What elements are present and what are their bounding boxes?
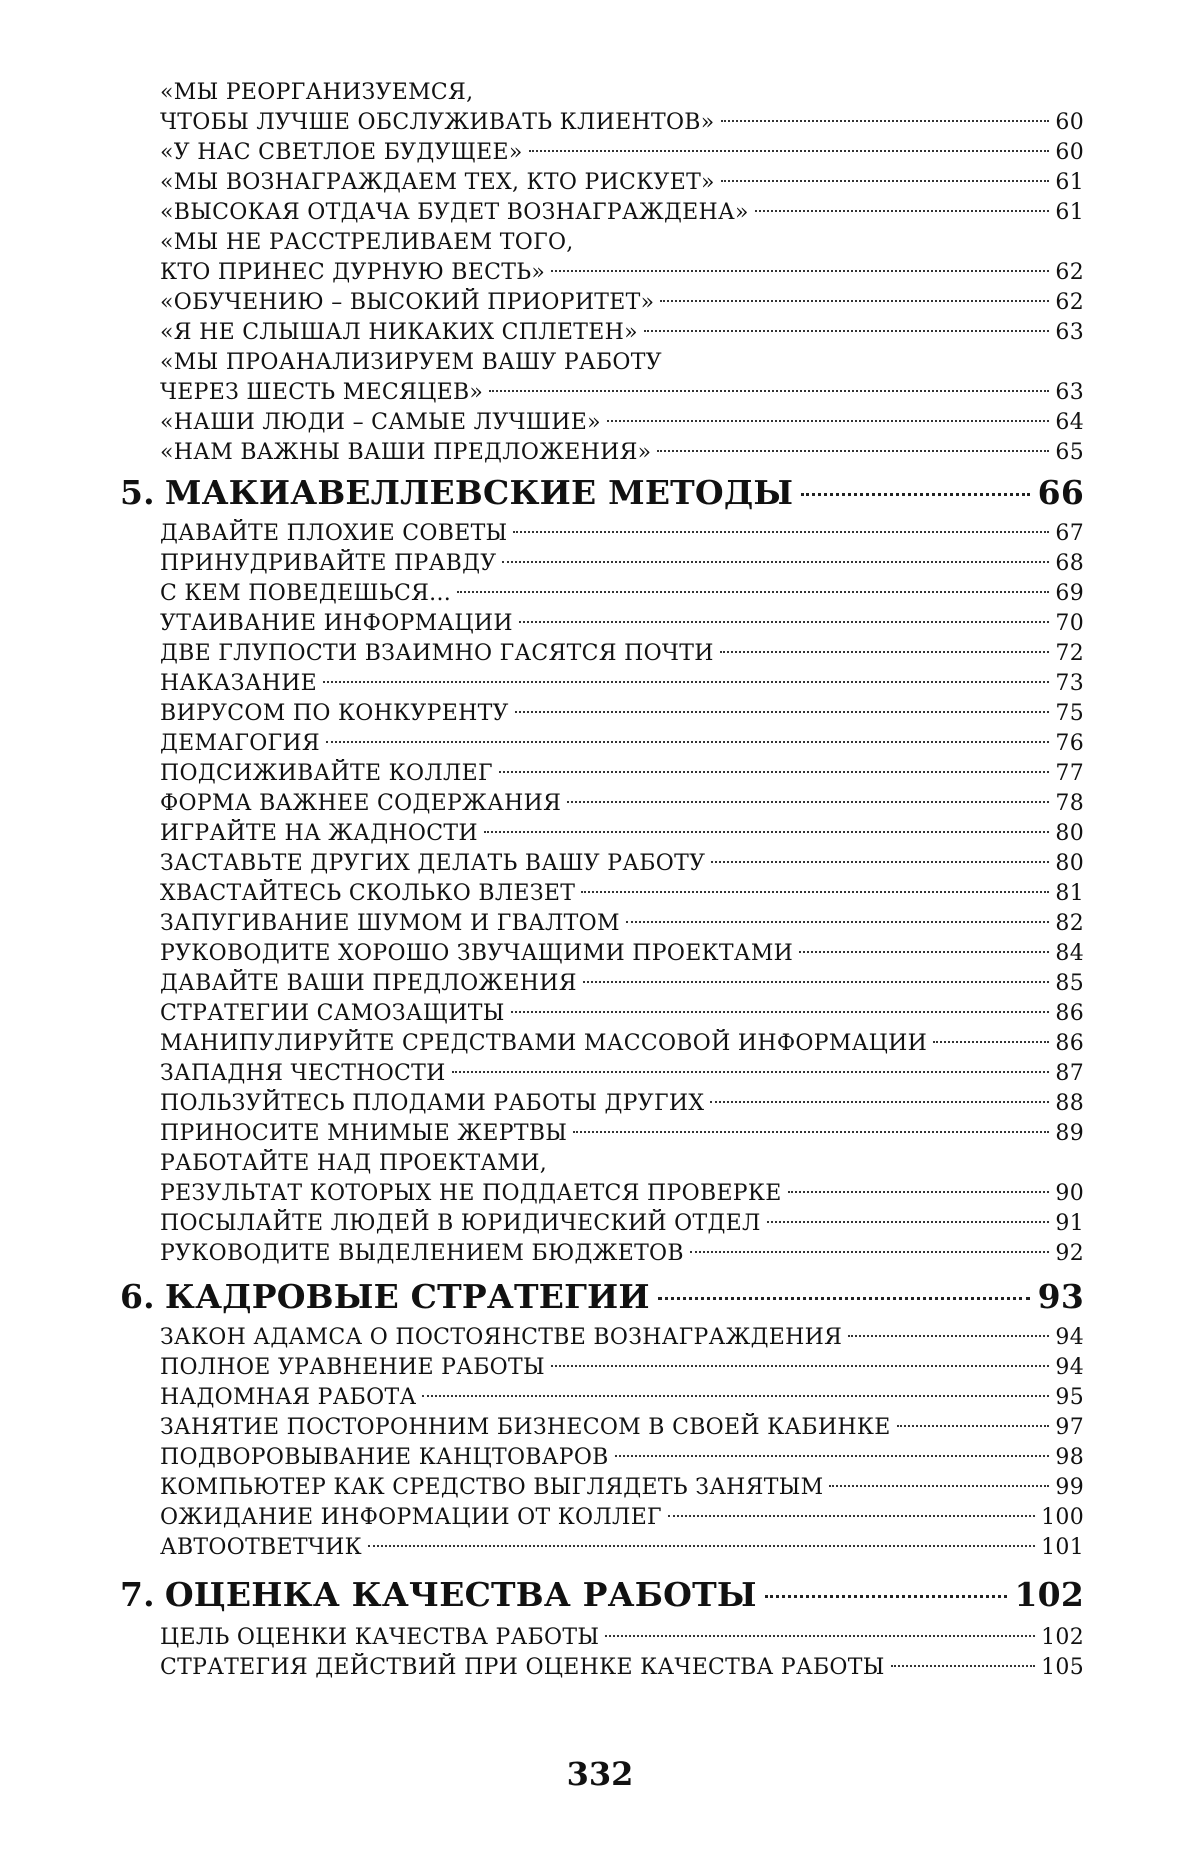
toc-entry-page-number: 77 — [1055, 761, 1084, 786]
toc-entry-page-number: 75 — [1055, 701, 1084, 726]
toc-entry-page-number: 80 — [1055, 851, 1084, 876]
toc-entry-title: ЗАПАДНЯ ЧЕСТНОСТИ — [160, 1061, 446, 1086]
chapter-number: 6. — [120, 1277, 155, 1316]
toc-entry — [160, 1503, 1084, 1533]
toc-entry-title: ПРИНУДРИВАЙТЕ ПРАВДУ — [160, 551, 497, 576]
toc-entry-page-number: 60 — [1055, 140, 1084, 165]
toc-entry — [160, 348, 1084, 378]
dot-leader — [897, 1425, 1050, 1427]
chapter-page-number: 66 — [1037, 473, 1084, 512]
toc-entry-title: «У НАС СВЕТЛОЕ БУДУЩЕЕ» — [160, 140, 523, 165]
toc-entry — [160, 78, 1084, 108]
toc-entry-title: КОМПЬЮТЕР КАК СРЕДСТВО ВЫГЛЯДЕТЬ ЗАНЯТЫМ — [160, 1475, 824, 1500]
toc-entry-page-number: 80 — [1055, 821, 1084, 846]
chapter-number: 5. — [120, 473, 155, 512]
dot-leader — [422, 1395, 1049, 1397]
chapter-title: КАДРОВЫЕ СТРАТЕГИИ — [164, 1277, 650, 1316]
toc-entry-title: «НАШИ ЛЮДИ – САМЫЕ ЛУЧШИЕ» — [160, 410, 601, 435]
toc-entry — [160, 378, 1084, 408]
chapter-number: 7. — [120, 1575, 155, 1614]
toc-entry-title: ФОРМА ВАЖНЕЕ СОДЕРЖАНИЯ — [160, 791, 562, 816]
toc-entry-title: ЗАПУГИВАНИЕ ШУМОМ И ГВАЛТОМ — [160, 911, 620, 936]
toc-entry-page-number: 100 — [1041, 1505, 1084, 1530]
toc-entry-page-number: 84 — [1055, 941, 1084, 966]
toc-entry-page-number: 62 — [1055, 260, 1084, 285]
toc-entry-page-number: 89 — [1055, 1121, 1084, 1146]
toc-block-chapter-6 — [160, 1323, 1084, 1563]
toc-entry-title: «ВЫСОКАЯ ОТДАЧА БУДЕТ ВОЗНАГРАЖДЕНА» — [160, 200, 749, 225]
toc-entry — [160, 1473, 1084, 1503]
dot-leader — [848, 1335, 1049, 1337]
dot-leader — [720, 651, 1050, 653]
toc-entry-page-number: 81 — [1055, 881, 1084, 906]
toc-entry-title: РУКОВОДИТЕ ХОРОШО ЗВУЧАЩИМИ ПРОЕКТАМИ — [160, 941, 794, 966]
toc-chapter-6 — [120, 1275, 1084, 1319]
toc-entry-page-number: 99 — [1055, 1475, 1084, 1500]
toc-entry — [160, 519, 1084, 549]
dot-leader — [513, 531, 1049, 533]
toc-entry-title: КТО ПРИНЕС ДУРНУЮ ВЕСТЬ» — [160, 260, 546, 285]
dot-leader — [829, 1485, 1049, 1487]
toc-entry — [160, 1353, 1084, 1383]
toc-entry-title: НАКАЗАНИЕ — [160, 671, 318, 696]
toc-entry — [160, 1653, 1084, 1683]
toc-entry-title: ПОЛЬЗУЙТЕСЬ ПЛОДАМИ РАБОТЫ ДРУГИХ — [160, 1091, 705, 1116]
toc-entry-page-number: 61 — [1055, 200, 1084, 225]
toc-entry-page-number: 92 — [1055, 1241, 1084, 1266]
toc-entry — [160, 1119, 1084, 1149]
toc-entry — [160, 138, 1084, 168]
chapter-title: ОЦЕНКА КАЧЕСТВА РАБОТЫ — [164, 1575, 757, 1614]
toc-entry-page-number: 76 — [1055, 731, 1084, 756]
dot-leader — [767, 1221, 1050, 1223]
toc-entry-title: ЗАСТАВЬТЕ ДРУГИХ ДЕЛАТЬ ВАШУ РАБОТУ — [160, 851, 706, 876]
dot-leader — [368, 1545, 1035, 1547]
toc-entry — [160, 1383, 1084, 1413]
toc-entry-page-number: 86 — [1055, 1031, 1084, 1056]
dot-leader — [529, 150, 1050, 152]
toc-entry — [160, 729, 1084, 759]
toc-entry-page-number: 60 — [1055, 110, 1084, 135]
toc-chapter-5 — [120, 471, 1084, 515]
toc-entry-page-number: 78 — [1055, 791, 1084, 816]
dot-leader — [801, 493, 1029, 496]
dot-leader — [581, 891, 1049, 893]
dot-leader — [668, 1515, 1035, 1517]
toc-block-chapter-4-tail — [160, 78, 1084, 468]
dot-leader — [452, 1071, 1050, 1073]
dot-leader — [573, 1131, 1049, 1133]
toc-entry-page-number: 67 — [1055, 521, 1084, 546]
toc-entry-title: ХВАСТАЙТЕСЬ СКОЛЬКО ВЛЕЗЕТ — [160, 881, 576, 906]
dot-leader — [710, 1101, 1049, 1103]
toc-entry-title: ДВЕ ГЛУПОСТИ ВЗАИМНО ГАСЯТСЯ ПОЧТИ — [160, 641, 714, 666]
toc-entry-title: ЧТОБЫ ЛУЧШЕ ОБСЛУЖИВАТЬ КЛИЕНТОВ» — [160, 110, 715, 135]
toc-entry-page-number: 86 — [1055, 1001, 1084, 1026]
toc-entry — [160, 999, 1084, 1029]
toc-entry-title: ДАВАЙТЕ ПЛОХИЕ СОВЕТЫ — [160, 521, 508, 546]
toc-entry-page-number: 61 — [1055, 170, 1084, 195]
dot-leader — [499, 771, 1050, 773]
toc-entry-page-number: 101 — [1041, 1535, 1084, 1560]
toc-entry — [160, 288, 1084, 318]
toc-entry — [160, 198, 1084, 228]
toc-entry — [160, 318, 1084, 348]
dot-leader — [515, 711, 1050, 713]
toc-entry — [160, 849, 1084, 879]
chapter-page-number: 102 — [1014, 1575, 1084, 1614]
toc-entry-page-number: 82 — [1055, 911, 1084, 936]
dot-leader — [721, 120, 1050, 122]
toc-entry-title: АВТООТВЕТЧИК — [160, 1535, 362, 1560]
toc-entry — [160, 408, 1084, 438]
toc-entry — [160, 1623, 1084, 1653]
toc-entry — [160, 1533, 1084, 1563]
toc-entry-title: ДЕМАГОГИЯ — [160, 731, 320, 756]
dot-leader — [607, 420, 1050, 422]
toc-entry — [160, 1323, 1084, 1353]
toc-entry-page-number: 105 — [1041, 1655, 1084, 1680]
toc-entry — [160, 759, 1084, 789]
toc-entry-page-number: 91 — [1055, 1211, 1084, 1236]
toc-entry-title: СТРАТЕГИЯ ДЕЙСТВИЙ ПРИ ОЦЕНКЕ КАЧЕСТВА РАБОТЫ — [160, 1655, 885, 1680]
dot-leader — [755, 210, 1050, 212]
page-number-folio: 332 — [566, 1755, 634, 1793]
toc-entry-page-number: 95 — [1055, 1385, 1084, 1410]
toc-entry — [160, 1149, 1084, 1179]
dot-leader — [326, 741, 1049, 743]
dot-leader — [457, 591, 1049, 593]
toc-entry-page-number: 68 — [1055, 551, 1084, 576]
dot-leader — [615, 1455, 1050, 1457]
toc-entry-title: РУКОВОДИТЕ ВЫДЕЛЕНИЕМ БЮДЖЕТОВ — [160, 1241, 684, 1266]
toc-entry — [160, 228, 1084, 258]
dot-leader — [799, 951, 1049, 953]
toc-entry-title: ЧЕРЕЗ ШЕСТЬ МЕСЯЦЕВ» — [160, 380, 484, 405]
toc-entry — [160, 1443, 1084, 1473]
dot-leader — [511, 1011, 1050, 1013]
toc-entry-page-number: 102 — [1041, 1625, 1084, 1650]
toc-entry-page-number: 90 — [1055, 1181, 1084, 1206]
toc-entry — [160, 879, 1084, 909]
toc-entry-title: ПРИНОСИТЕ МНИМЫЕ ЖЕРТВЫ — [160, 1121, 568, 1146]
toc-entry-title: ПОДВОРОВЫВАНИЕ КАНЦТОВАРОВ — [160, 1445, 609, 1470]
toc-entry — [160, 1239, 1084, 1269]
toc-entry-page-number: 70 — [1055, 611, 1084, 636]
toc-entry — [160, 258, 1084, 288]
toc-entry — [160, 609, 1084, 639]
toc-entry — [160, 909, 1084, 939]
toc-entry-title: ВИРУСОМ ПО КОНКУРЕНТУ — [160, 701, 509, 726]
toc-entry-title: НАДОМНАЯ РАБОТА — [160, 1385, 417, 1410]
toc-entry — [160, 1209, 1084, 1239]
toc-entry-page-number: 63 — [1055, 380, 1084, 405]
toc-entry — [160, 1179, 1084, 1209]
toc-entry-page-number: 64 — [1055, 410, 1084, 435]
dot-leader — [567, 801, 1049, 803]
toc-entry — [160, 819, 1084, 849]
toc-entry — [160, 1029, 1084, 1059]
dot-leader — [583, 981, 1050, 983]
toc-entry-title: «Я НЕ СЛЫШАЛ НИКАКИХ СПЛЕТЕН» — [160, 320, 638, 345]
dot-leader — [489, 390, 1049, 392]
toc-entry-page-number: 72 — [1055, 641, 1084, 666]
dot-leader — [933, 1041, 1049, 1043]
toc-block-chapter-5 — [160, 519, 1084, 1269]
toc-entry-page-number: 94 — [1055, 1355, 1084, 1380]
toc-entry-page-number: 94 — [1055, 1325, 1084, 1350]
toc-entry-page-number: 62 — [1055, 290, 1084, 315]
toc-entry — [160, 699, 1084, 729]
dot-leader — [765, 1595, 1007, 1598]
dot-leader — [502, 561, 1049, 563]
dot-leader — [323, 681, 1049, 683]
toc-entry-page-number: 98 — [1055, 1445, 1084, 1470]
toc-entry — [160, 639, 1084, 669]
toc-entry-title: ИГРАЙТЕ НА ЖАДНОСТИ — [160, 821, 478, 846]
toc-entry-title: С КЕМ ПОВЕДЕШЬСЯ... — [160, 581, 452, 606]
toc-entry — [160, 549, 1084, 579]
toc-entry — [160, 939, 1084, 969]
dot-leader — [658, 1297, 1030, 1300]
toc-entry-title: ОЖИДАНИЕ ИНФОРМАЦИИ ОТ КОЛЛЕГ — [160, 1505, 662, 1530]
dot-leader — [891, 1665, 1035, 1667]
toc-entry-title: «МЫ ПРОАНАЛИЗИРУЕМ ВАШУ РАБОТУ — [160, 350, 662, 375]
dot-leader — [484, 831, 1050, 833]
toc-entry-page-number: 87 — [1055, 1061, 1084, 1086]
toc-entry-title: ПОДСИЖИВАЙТЕ КОЛЛЕГ — [160, 761, 493, 786]
toc-entry-title: ЗАКОН АДАМСА О ПОСТОЯНСТВЕ ВОЗНАГРАЖДЕНИЯ — [160, 1325, 843, 1350]
toc-entry-title: «МЫ РЕОРГАНИЗУЕМСЯ, — [160, 80, 474, 105]
chapter-title: МАКИАВЕЛЛЕВСКИЕ МЕТОДЫ — [164, 473, 794, 512]
toc-entry — [160, 669, 1084, 699]
dot-leader — [551, 270, 1049, 272]
dot-leader — [644, 330, 1050, 332]
toc-entry-title: ПОСЫЛАЙТЕ ЛЮДЕЙ В ЮРИДИЧЕСКИЙ ОТДЕЛ — [160, 1211, 761, 1236]
toc-entry-title: РЕЗУЛЬТАТ КОТОРЫХ НЕ ПОДДАЕТСЯ ПРОВЕРКЕ — [160, 1181, 782, 1206]
toc-entry-title: МАНИПУЛИРУЙТЕ СРЕДСТВАМИ МАССОВОЙ ИНФОРМАЦИИ — [160, 1031, 928, 1056]
dot-leader — [690, 1251, 1050, 1253]
toc-chapter-7 — [120, 1573, 1084, 1617]
toc-entry-title: РАБОТАЙТЕ НАД ПРОЕКТАМИ, — [160, 1151, 547, 1176]
dot-leader — [519, 621, 1050, 623]
dot-leader — [788, 1191, 1050, 1193]
toc-entry — [160, 969, 1084, 999]
toc-entry — [160, 108, 1084, 138]
dot-leader — [721, 180, 1050, 182]
toc-entry-page-number: 97 — [1055, 1415, 1084, 1440]
toc-entry-title: «ОБУЧЕНИЮ – ВЫСОКИЙ ПРИОРИТЕТ» — [160, 290, 655, 315]
dot-leader — [660, 300, 1049, 302]
chapter-page-number: 93 — [1037, 1277, 1084, 1316]
toc-entry-title: «МЫ НЕ РАССТРЕЛИВАЕМ ТОГО, — [160, 230, 574, 255]
toc-entry-title: «НАМ ВАЖНЫ ВАШИ ПРЕДЛОЖЕНИЯ» — [160, 440, 652, 465]
toc-entry-title: «МЫ ВОЗНАГРАЖДАЕМ ТЕХ, КТО РИСКУЕТ» — [160, 170, 715, 195]
toc-entry-page-number: 65 — [1055, 440, 1084, 465]
dot-leader — [626, 921, 1050, 923]
dot-leader — [551, 1365, 1049, 1367]
toc-entry — [160, 579, 1084, 609]
toc-entry-title: ПОЛНОЕ УРАВНЕНИЕ РАБОТЫ — [160, 1355, 545, 1380]
toc-entry-page-number: 73 — [1055, 671, 1084, 696]
toc-entry-title: ДАВАЙТЕ ВАШИ ПРЕДЛОЖЕНИЯ — [160, 971, 577, 996]
dot-leader — [711, 861, 1049, 863]
toc-entry — [160, 1089, 1084, 1119]
toc-entry — [160, 168, 1084, 198]
toc-entry-title: ЗАНЯТИЕ ПОСТОРОННИМ БИЗНЕСОМ В СВОЕЙ КАБИНКЕ — [160, 1415, 891, 1440]
dot-leader — [605, 1635, 1035, 1637]
toc-entry-page-number: 63 — [1055, 320, 1084, 345]
toc-block-chapter-7 — [160, 1623, 1084, 1683]
toc-entry-page-number: 69 — [1055, 581, 1084, 606]
toc-entry-page-number: 85 — [1055, 971, 1084, 996]
toc-entry — [160, 1059, 1084, 1089]
toc-entry — [160, 789, 1084, 819]
toc-entry-title: УТАИВАНИЕ ИНФОРМАЦИИ — [160, 611, 513, 636]
dot-leader — [657, 450, 1049, 452]
toc-entry-title: ЦЕЛЬ ОЦЕНКИ КАЧЕСТВА РАБОТЫ — [160, 1625, 600, 1650]
toc-entry-page-number: 88 — [1055, 1091, 1084, 1116]
toc-entry-title: СТРАТЕГИИ САМОЗАЩИТЫ — [160, 1001, 505, 1026]
toc-entry — [160, 438, 1084, 468]
toc-entry — [160, 1413, 1084, 1443]
